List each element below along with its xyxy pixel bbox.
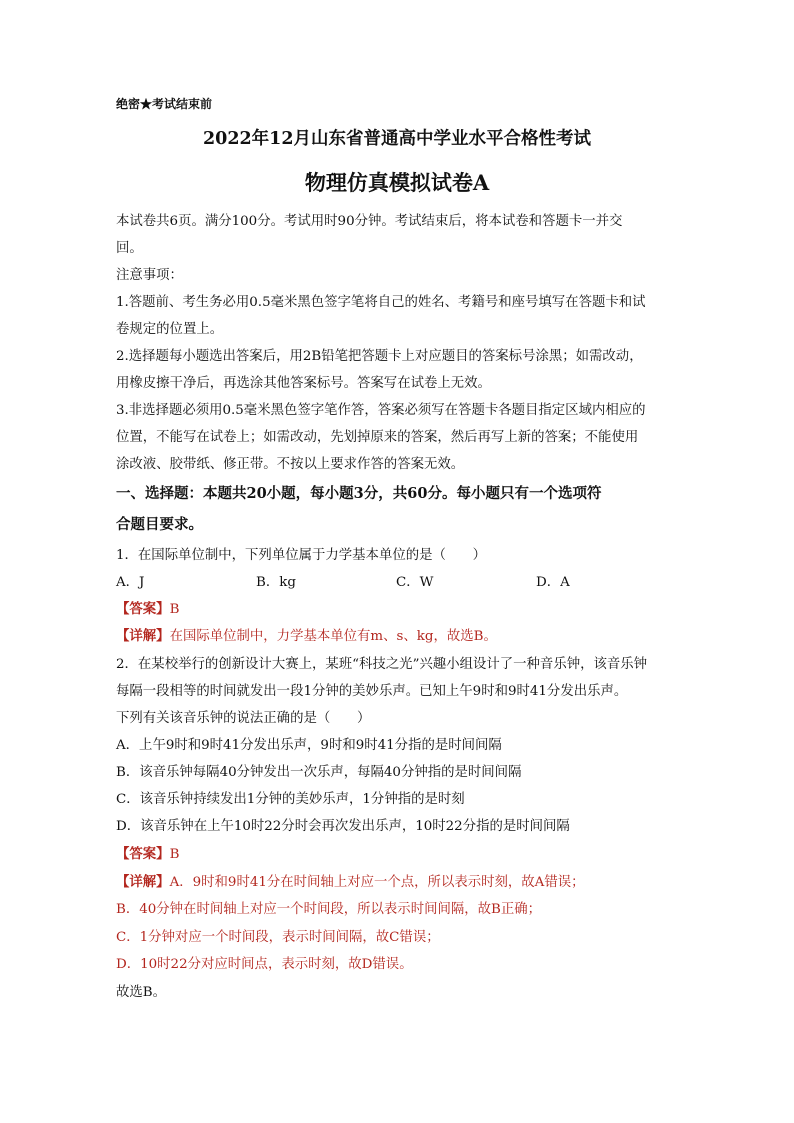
answer-tag: 【答案】 — [116, 601, 170, 617]
section-heading: 一、选择题：本题共20小题，每小题3分，共60分。每小题只有一个选项符 — [116, 485, 602, 502]
option-b: B．kg — [256, 575, 296, 590]
detail-line: B．40分钟在时间轴上对应一个时间段，所以表示时间间隔，故B正确； — [116, 902, 542, 917]
intro-line: 回。 — [116, 241, 143, 256]
option-c: C．W — [396, 575, 434, 590]
question-2-stem: 2．在某校举行的创新设计大赛上，某班“科技之光”兴趣小组设计了一种音乐钟，该音乐钟 — [116, 657, 648, 672]
exam-subtitle: 物理仿真模拟试卷A — [304, 170, 490, 195]
detail-line: C．1分钟对应一个时间段，表示时间间隔，故C错误； — [116, 930, 440, 945]
notice-title: 注意事项： — [116, 268, 183, 283]
question-2-detail — [116, 876, 682, 889]
intro-line: 本试卷共6页。满分100分。考试用时90分钟。考试结束后，将本试卷和答题卡一并交 — [116, 214, 623, 229]
answer-value: B — [169, 847, 180, 862]
option-c: C．该音乐钟持续发出1分钟的美妙乐声，1分钟指的是时刻 — [116, 792, 465, 807]
detail-text: A．9时和9时41分在时间轴上对应一个点，所以表示时刻，故A错误； — [169, 875, 585, 890]
exam-title: 2022年12月山东省普通高中学业水平合格性考试 — [202, 129, 592, 149]
question-2-stem: 下列有关该音乐钟的说法正确的是（ ） — [116, 711, 371, 726]
question-2-answer — [116, 848, 682, 861]
option-d: D．A — [536, 575, 570, 590]
notice-item: 用橡皮擦干净后，再选涂其他答案标号。答案写在试卷上无效。 — [116, 376, 491, 391]
question-2-stem: 每隔一段相等的时间就发出一段1分钟的美妙乐声。已知上午9时和9时41分发出乐声。 — [116, 684, 628, 699]
question-1-detail — [116, 630, 682, 643]
detail-line: D．10时22分对应时间点，表示时刻，故D错误。 — [116, 957, 413, 972]
detail-text: 在国际单位制中，力学基本单位有m、s、kg，故选B。 — [169, 629, 497, 644]
detail-tag: 【详解】 — [116, 874, 170, 890]
question-1-options — [116, 576, 682, 592]
notice-item: 涂改液、胶带纸、修正带。不按以上要求作答的答案无效。 — [116, 457, 465, 472]
notice-item: 2.选择题每小题选出答案后，用2B铅笔把答题卡上对应题目的答案标号涂黑；如需改动， — [116, 349, 643, 364]
confidential-label: 绝密★考试结束前 — [116, 97, 213, 111]
detail-tag: 【详解】 — [116, 628, 170, 644]
section-heading: 合题目要求。 — [116, 516, 203, 533]
notice-item: 位置，不能写在试卷上；如需改动，先划掉原来的答案，然后再写上新的答案；不能使用 — [116, 430, 639, 445]
question-1-stem: 1．在国际单位制中，下列单位属于力学基本单位的是（ ） — [116, 548, 487, 563]
option-d: D．该音乐钟在上午10时22分时会再次发出乐声，10时22分指的是时间间隔 — [116, 819, 570, 834]
conclusion-line: 故选B。 — [116, 985, 167, 1000]
option-a: A．J — [116, 575, 145, 590]
notice-item: 1.答题前、考生务必用0.5毫米黑色签字笔将自己的姓名、考籍号和座号填写在答题卡和试 — [116, 295, 646, 310]
answer-value: B — [169, 602, 180, 617]
notice-item: 卷规定的位置上。 — [116, 322, 224, 337]
option-a: A．上午9时和9时41分发出乐声，9时和9时41分指的是时间间隔 — [116, 738, 502, 753]
answer-tag: 【答案】 — [116, 846, 170, 862]
option-b: B．该音乐钟每隔40分钟发出一次乐声，每隔40分钟指的是时间间隔 — [116, 765, 522, 780]
notice-item: 3.非选择题必须用0.5毫米黑色签字笔作答，答案必须写在答题卡各题目指定区域内相应的 — [116, 403, 646, 418]
question-1-answer — [116, 603, 682, 616]
